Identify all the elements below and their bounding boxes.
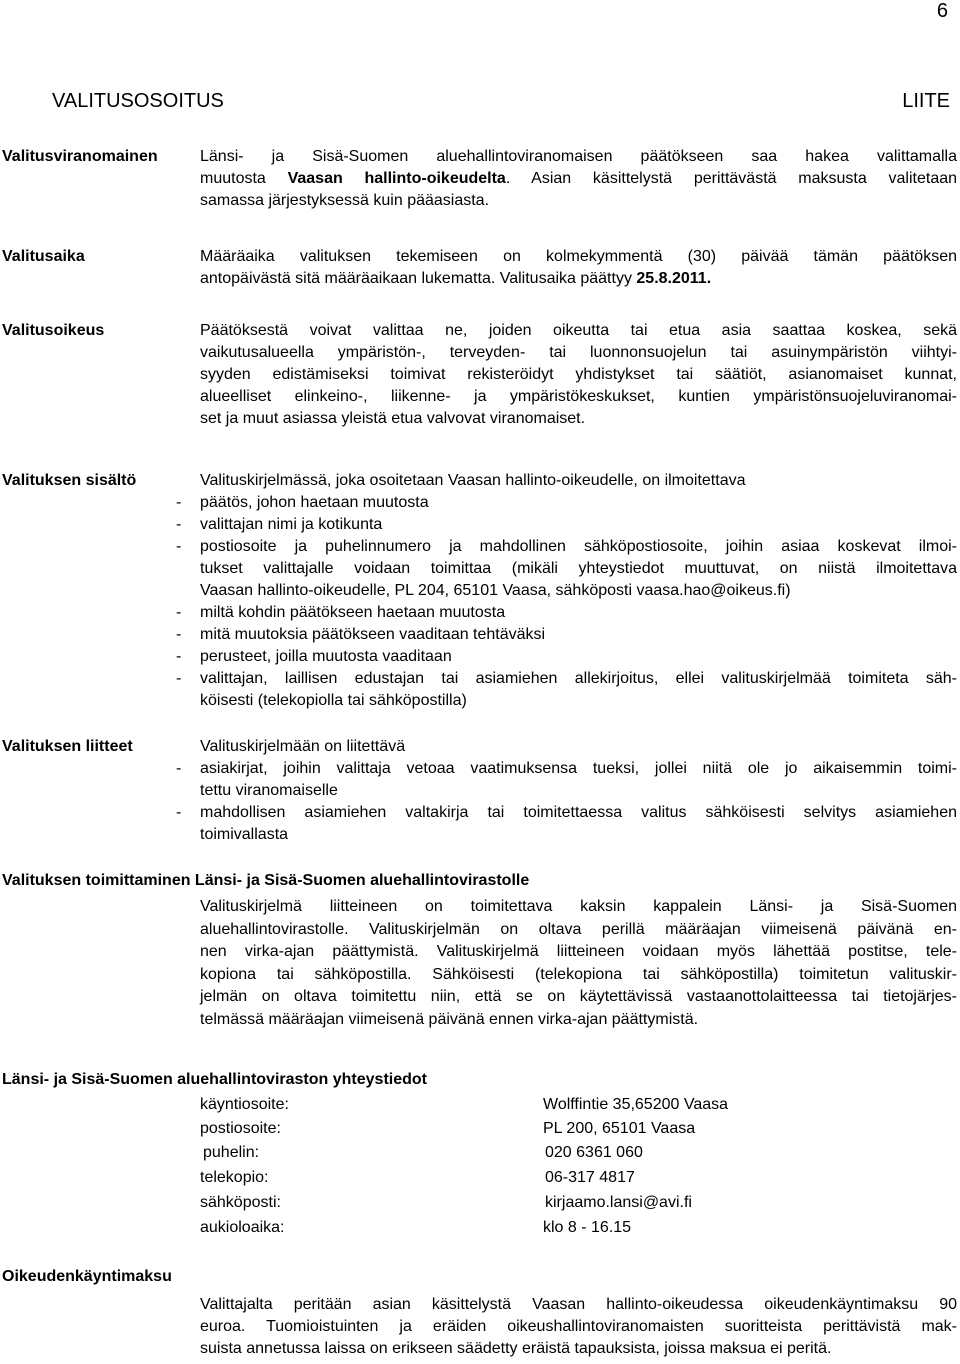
section-heading-oikeudenkayntimaksu: Oikeudenkäyntimaksu <box>2 1268 172 1285</box>
list-item: - perusteet, joilla muutosta vaaditaan <box>176 648 452 665</box>
section-text-valituksen-liitteet <box>176 736 957 846</box>
text-line: euroa. Tuomioistuinten ja eräiden oikeushallintoviranomaisten suoritteista perittävistä mak- <box>200 1318 957 1335</box>
page-number: 6 <box>936 0 948 22</box>
deadline-date: 25.8.2011. <box>636 270 712 287</box>
contact-label: aukioloaika: <box>200 1219 285 1236</box>
list-item: - mitä muutoksia päätökseen vaaditaan tehtäväksi <box>176 626 546 643</box>
list-item: - miltä kohdin päätökseen haetaan muutosta <box>176 604 506 621</box>
contact-value: 06-317 4817 <box>545 1169 635 1186</box>
text-line: Länsi- ja Sisä-Suomen aluehallintoviranomaisen päätökseen saa hakea valittamalla <box>200 148 957 165</box>
list-intro: Valituskirjelmään on liitettävä <box>200 738 406 755</box>
section-text-oikeudenkayntimaksu <box>200 1294 957 1360</box>
list-item: - postiosoite ja puhelinnumero ja mahdollinen sähköpostiosoite, joihin asiaa koskevat ilmoi- tukset valittajalle voidaan toimittaa (mikäli yhteystiedot muuttuvat, on niistä ilmoitettava Vaasan hallinto-oikeudelle, PL 204, 65101 Vaasa, sähköposti vaasa.hao@oikeus.fi) <box>176 538 957 599</box>
section-label-valitusviranomainen: Valitusviranomainen <box>2 148 158 165</box>
contact-label: puhelin: <box>203 1144 260 1161</box>
contact-label: telekopio: <box>200 1169 269 1186</box>
list-item: - valittajan, laillisen edustajan tai asiamiehen allekirjoitus, ellei valituskirjelmää toimiteta säh- köisesti (telekopiolla tai sähköpostilla) <box>176 670 957 709</box>
text-line: Valituskirjelmä liitteineen on toimitettava kaksin kappalein Länsi- ja Sisä-Suomen <box>200 898 957 915</box>
contact-label: postiosoite: <box>200 1120 281 1137</box>
text-line: suista annetussa laissa on erikseen säädetty eräistä tapauksista, joissa maksua ei peritä. <box>200 1340 832 1357</box>
section-text-valituksen-sisalto <box>176 470 957 712</box>
section-text-valitusviranomainen <box>200 146 957 212</box>
appendix-label: LIITE <box>902 90 950 112</box>
text-line: Määräaika valituksen tekemiseen on kolmekymmentä (30) päivää tämän päätöksen <box>200 248 957 265</box>
text-line: alueelliset elinkeino-, liikenne- ja ympäristökeskukset, kuntien ympäristönsuojeluviranomai- <box>200 388 957 405</box>
section-label-valituksen-liitteet: Valituksen liitteet <box>2 738 133 755</box>
list-item: - valittajan nimi ja kotikunta <box>176 516 383 533</box>
contact-value: kirjaamo.lansi@avi.fi <box>545 1194 692 1211</box>
list-item: - asiakirjat, joihin valittaja vetoaa vaatimuksensa tueksi, jollei niitä ole jo aikaisemmin toimi- tettu viranomaiselle <box>176 760 957 799</box>
section-text-valitusoikeus <box>200 320 957 430</box>
list-item: - päätös, johon haetaan muutosta <box>176 494 429 511</box>
list-item: - mahdollisen asiamiehen valtakirja tai toimitettaessa valitus sähköisesti selvitys asiamiehen toimivallasta <box>176 804 957 843</box>
text-line: syyden edistämiseksi toimivat rekisteröidyt yhdistykset tai säätiöt, asianomaiset kunnat, <box>200 366 957 383</box>
section-label-valituksen-sisalto: Valituksen sisältö <box>2 472 137 489</box>
text-line: Päätöksestä voivat valittaa ne, joiden oikeutta tai etua asia saattaa koskea, sekä <box>200 322 957 339</box>
section-label-valitusaika: Valitusaika <box>2 248 85 265</box>
text-line: telmässä määräajan viimeisenä päivänä ennen virka-ajan päättymistä. <box>200 1010 699 1028</box>
text-line: kopiona tai sähköpostilla. Sähköisesti (telekopiona tai sähköpostilla) toimitetun valituskir- <box>200 965 957 983</box>
text-line: muutosta Vaasan hallinto-oikeudelta. Asian käsittelystä perittävästä maksusta valitetaan <box>200 170 958 187</box>
section-heading-yhteystiedot: Länsi- ja Sisä-Suomen aluehallintoviraston yhteystiedot <box>2 1071 427 1088</box>
contact-value: klo 8 - 16.15 <box>543 1219 632 1236</box>
court-name: Vaasan hallinto-oikeudelta <box>287 170 506 187</box>
text-line: samassa järjestyksessä kuin pääasiasta. <box>200 192 490 209</box>
text-line: nen virka-ajan päättymistä. Valituskirjelmä liitteineen voidaan myös lähettää postitse, tele- <box>200 943 957 961</box>
contact-label: käyntiosoite: <box>200 1096 289 1113</box>
section-heading-toimittaminen: Valituksen toimittaminen Länsi- ja Sisä-Suomen aluehallintovirastolle <box>2 872 530 889</box>
text-line: antopäivästä sitä määräaikaan lukematta. Valitusaika päättyy 25.8.2011. <box>200 270 712 287</box>
contact-value: Wolffintie 35,65200 Vaasa <box>543 1096 729 1113</box>
text-line: jelmän on oltava toimitettu niin, että se on käytettävissä vastaanottolaitteessa tai tietojärjes- <box>200 988 957 1006</box>
section-text-toimittaminen <box>200 896 957 1032</box>
text-line: set ja muut asiassa yleistä etua valvovat viranomaiset. <box>200 410 586 427</box>
section-text-valitusaika <box>200 246 957 290</box>
text-line: vaikutusalueella ympäristön-, terveyden- tai luonnonsuojelun tai asuinympäristön viihtyi- <box>200 344 957 361</box>
text-line: Valittajalta peritään asian käsittelystä Vaasan hallinto-oikeudessa oikeudenkäyntimaksu 90 <box>200 1296 957 1313</box>
section-label-valitusoikeus: Valitusoikeus <box>2 322 105 339</box>
contact-label: sähköposti: <box>200 1194 281 1211</box>
document-title: VALITUSOSOITUS <box>52 90 224 112</box>
contact-value: 020 6361 060 <box>545 1144 643 1161</box>
list-intro: Valituskirjelmässä, joka osoitetaan Vaasan hallinto-oikeudelle, on ilmoitettava <box>200 472 746 489</box>
text-line: aluehallintovirastolle. Valituskirjelmän on oltava perillä määräajan viimeisenä päivänä en- <box>200 920 957 938</box>
contact-value: PL 200, 65101 Vaasa <box>543 1120 696 1137</box>
